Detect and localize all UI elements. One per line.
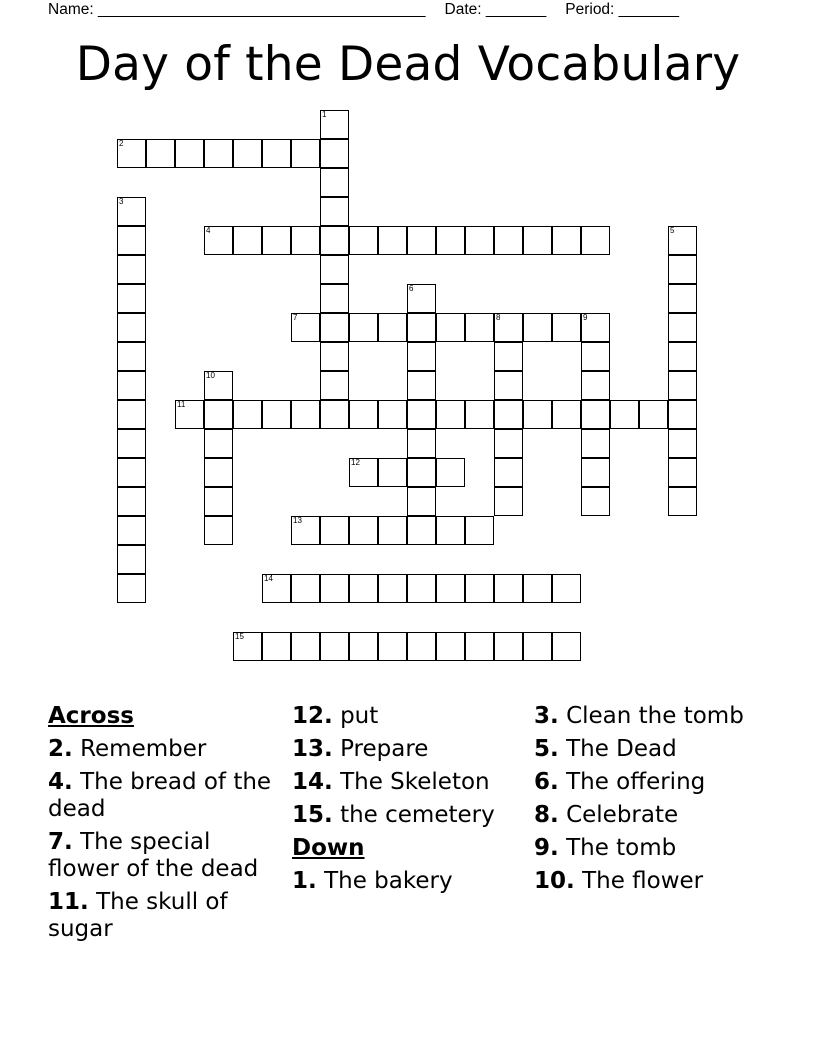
clue-text: The offering <box>566 769 706 795</box>
crossword-cell[interactable] <box>668 255 697 284</box>
clue-number: 11. <box>48 889 89 915</box>
crossword-cell[interactable] <box>494 342 523 371</box>
crossword-cell[interactable] <box>320 313 349 342</box>
clue-item <box>48 889 288 943</box>
crossword-cell[interactable] <box>291 574 320 603</box>
crossword-cell[interactable] <box>320 110 349 139</box>
clue-item <box>292 769 528 796</box>
crossword-cell[interactable] <box>552 313 581 342</box>
crossword-cell[interactable] <box>233 226 262 255</box>
crossword-cell[interactable] <box>407 574 436 603</box>
crossword-cell[interactable] <box>407 429 436 458</box>
cell-number: 12 <box>351 458 360 467</box>
clue-text: The skull of sugar <box>48 889 228 942</box>
crossword-cell[interactable] <box>523 574 552 603</box>
clue-number: 10. <box>534 868 575 894</box>
crossword-cell[interactable] <box>117 313 146 342</box>
crossword-cell[interactable] <box>320 574 349 603</box>
clue-number: 6. <box>534 769 559 795</box>
crossword-cell[interactable] <box>436 313 465 342</box>
crossword-cell[interactable] <box>407 458 436 487</box>
crossword-cell[interactable] <box>349 458 378 487</box>
crossword-cell[interactable] <box>552 400 581 429</box>
cell-number: 8 <box>496 313 501 322</box>
crossword-cell[interactable] <box>117 400 146 429</box>
clue-item <box>48 829 288 883</box>
crossword-cell[interactable] <box>204 371 233 400</box>
crossword-cell[interactable] <box>494 371 523 400</box>
cell-number: 7 <box>293 313 298 322</box>
clue-number: 3. <box>534 703 559 729</box>
crossword-cell[interactable] <box>581 371 610 400</box>
crossword-cell[interactable] <box>349 516 378 545</box>
crossword-cell[interactable] <box>668 400 697 429</box>
crossword-cell[interactable] <box>668 226 697 255</box>
crossword-cell[interactable] <box>465 226 494 255</box>
clue-item <box>534 703 784 730</box>
crossword-cell[interactable] <box>407 342 436 371</box>
crossword-cell[interactable] <box>262 632 291 661</box>
crossword-cell[interactable] <box>494 313 523 342</box>
clue-number: 4. <box>48 769 73 795</box>
date-field-label[interactable]: Date: _______ <box>444 1 547 18</box>
crossword-cell[interactable] <box>262 574 291 603</box>
clue-number: 8. <box>534 802 559 828</box>
crossword-cell[interactable] <box>291 400 320 429</box>
crossword-cell[interactable] <box>233 400 262 429</box>
crossword-cell[interactable] <box>175 400 204 429</box>
crossword-cell[interactable] <box>117 342 146 371</box>
crossword-cell[interactable] <box>204 400 233 429</box>
crossword-cell[interactable] <box>378 313 407 342</box>
crossword-cell[interactable] <box>320 255 349 284</box>
clue-text: The tomb <box>566 835 677 861</box>
clue-item <box>534 835 784 862</box>
clue-item <box>534 802 784 829</box>
crossword-cell[interactable] <box>436 400 465 429</box>
crossword-cell[interactable] <box>407 371 436 400</box>
clue-number: 15. <box>292 802 333 828</box>
crossword-cell[interactable] <box>291 139 320 168</box>
crossword-cell[interactable] <box>523 313 552 342</box>
crossword-cell[interactable] <box>610 400 639 429</box>
clue-item <box>292 802 528 829</box>
crossword-cell[interactable] <box>407 226 436 255</box>
crossword-cell[interactable] <box>436 516 465 545</box>
clue-number: 14. <box>292 769 333 795</box>
crossword-cell[interactable] <box>494 429 523 458</box>
crossword-cell[interactable] <box>494 400 523 429</box>
crossword-cell[interactable] <box>117 255 146 284</box>
crossword-cell[interactable] <box>117 458 146 487</box>
clue-item <box>292 868 528 895</box>
crossword-cell[interactable] <box>349 632 378 661</box>
crossword-cell[interactable] <box>320 284 349 313</box>
cell-number: 9 <box>583 313 588 322</box>
crossword-cell[interactable] <box>581 400 610 429</box>
crossword-cell[interactable] <box>204 139 233 168</box>
crossword-cell[interactable] <box>320 371 349 400</box>
crossword-cell[interactable] <box>291 632 320 661</box>
cell-number: 2 <box>119 139 124 148</box>
clue-number: 1. <box>292 868 317 894</box>
crossword-cell[interactable] <box>262 400 291 429</box>
crossword-cell[interactable] <box>320 197 349 226</box>
crossword-cell[interactable] <box>552 226 581 255</box>
crossword-cell[interactable] <box>494 226 523 255</box>
crossword-cell[interactable] <box>407 313 436 342</box>
crossword-cell[interactable] <box>117 371 146 400</box>
crossword-cell[interactable] <box>320 342 349 371</box>
clue-column-2 <box>292 703 528 901</box>
crossword-cell[interactable] <box>523 226 552 255</box>
crossword-cell[interactable] <box>436 458 465 487</box>
crossword-cell[interactable] <box>378 226 407 255</box>
crossword-cell[interactable] <box>117 487 146 516</box>
crossword-cell[interactable] <box>378 400 407 429</box>
clue-text: The flower <box>582 868 704 894</box>
clue-text: Clean the tomb <box>566 703 744 729</box>
crossword-cell[interactable] <box>233 139 262 168</box>
crossword-cell[interactable] <box>581 487 610 516</box>
crossword-cell[interactable] <box>291 313 320 342</box>
cell-number: 5 <box>670 226 675 235</box>
crossword-cell[interactable] <box>349 313 378 342</box>
crossword-cell[interactable] <box>204 487 233 516</box>
crossword-cell[interactable] <box>117 429 146 458</box>
crossword-cell[interactable] <box>668 371 697 400</box>
clue-item <box>48 769 288 823</box>
clue-text: The bakery <box>324 868 453 894</box>
clue-number: 9. <box>534 835 559 861</box>
crossword-cell[interactable] <box>668 429 697 458</box>
cell-number: 11 <box>177 400 186 409</box>
clue-item <box>48 736 288 763</box>
crossword-cell[interactable] <box>349 226 378 255</box>
crossword-cell[interactable] <box>320 226 349 255</box>
crossword-cell[interactable] <box>320 168 349 197</box>
crossword-cell[interactable] <box>378 458 407 487</box>
cell-number: 3 <box>119 197 124 206</box>
cell-number: 13 <box>293 516 302 525</box>
crossword-cell[interactable] <box>581 429 610 458</box>
cell-number: 4 <box>206 226 211 235</box>
clue-text: Celebrate <box>566 802 679 828</box>
crossword-cell[interactable] <box>465 313 494 342</box>
crossword-cell[interactable] <box>291 226 320 255</box>
crossword-cell[interactable] <box>320 139 349 168</box>
clue-number: 12. <box>292 703 333 729</box>
crossword-cell[interactable] <box>262 226 291 255</box>
crossword-cell[interactable] <box>175 139 204 168</box>
crossword-cell[interactable] <box>204 429 233 458</box>
down-heading: Down <box>292 835 365 861</box>
clue-text: Remember <box>80 736 207 762</box>
crossword-cell[interactable] <box>117 139 146 168</box>
clue-number: 2. <box>48 736 73 762</box>
crossword-cell[interactable] <box>233 632 262 661</box>
crossword-cell[interactable] <box>204 516 233 545</box>
crossword-cell[interactable] <box>204 458 233 487</box>
crossword-cell[interactable] <box>668 313 697 342</box>
crossword-cell[interactable] <box>494 574 523 603</box>
crossword-cell[interactable] <box>668 284 697 313</box>
crossword-cell[interactable] <box>465 400 494 429</box>
crossword-cell[interactable] <box>262 139 291 168</box>
crossword-cell[interactable] <box>117 226 146 255</box>
crossword-cell[interactable] <box>436 574 465 603</box>
crossword-cell[interactable] <box>407 516 436 545</box>
crossword-cell[interactable] <box>668 342 697 371</box>
crossword-cell[interactable] <box>581 342 610 371</box>
clue-column-3 <box>534 703 784 901</box>
clue-text: The bread of the dead <box>48 769 272 822</box>
clue-text: put <box>340 703 379 729</box>
clue-text: the cemetery <box>340 802 495 828</box>
crossword-cell[interactable] <box>320 632 349 661</box>
puzzle-title: Day of the Dead Vocabulary <box>75 37 741 92</box>
cell-number: 15 <box>235 632 244 641</box>
crossword-cell[interactable] <box>552 632 581 661</box>
crossword-cell[interactable] <box>117 197 146 226</box>
crossword-cell[interactable] <box>523 400 552 429</box>
clue-item <box>534 736 784 763</box>
clue-number: 7. <box>48 829 73 855</box>
clue-number: 13. <box>292 736 333 762</box>
crossword-cell[interactable] <box>204 226 233 255</box>
crossword-cell[interactable] <box>494 458 523 487</box>
crossword-cell[interactable] <box>465 632 494 661</box>
crossword-cell[interactable] <box>117 574 146 603</box>
period-field-label[interactable]: Period: _______ <box>565 1 680 18</box>
crossword-cell[interactable] <box>378 632 407 661</box>
crossword-cell[interactable] <box>494 487 523 516</box>
cell-number: 14 <box>264 574 273 583</box>
clue-number: 5. <box>534 736 559 762</box>
crossword-cell[interactable] <box>465 574 494 603</box>
crossword-cell[interactable] <box>436 632 465 661</box>
cell-number: 10 <box>206 371 215 380</box>
crossword-cell[interactable] <box>378 574 407 603</box>
crossword-cell[interactable] <box>378 516 407 545</box>
crossword-cell[interactable] <box>407 284 436 313</box>
crossword-cell[interactable] <box>494 632 523 661</box>
clue-item <box>534 868 784 895</box>
crossword-cell[interactable] <box>117 284 146 313</box>
clue-text: The special flower of the dead <box>48 829 259 882</box>
crossword-cell[interactable] <box>320 400 349 429</box>
crossword-cell[interactable] <box>523 632 552 661</box>
crossword-cell[interactable] <box>465 516 494 545</box>
crossword-cell[interactable] <box>552 574 581 603</box>
clue-text: The Skeleton <box>340 769 490 795</box>
across-heading: Across <box>48 703 134 729</box>
crossword-cell[interactable] <box>320 516 349 545</box>
clue-column-1 <box>48 703 288 949</box>
name-field-label[interactable]: Name: ______________________________________ <box>48 1 426 18</box>
crossword-cell[interactable] <box>291 516 320 545</box>
crossword-cell[interactable] <box>349 400 378 429</box>
clue-text: Prepare <box>340 736 429 762</box>
crossword-cell[interactable] <box>146 139 175 168</box>
crossword-cell[interactable] <box>117 545 146 574</box>
crossword-cell[interactable] <box>349 574 378 603</box>
crossword-cell[interactable] <box>436 226 465 255</box>
crossword-cell[interactable] <box>668 458 697 487</box>
clue-item <box>292 736 528 763</box>
clue-item <box>292 703 528 730</box>
clue-item <box>534 769 784 796</box>
cell-number: 6 <box>409 284 414 293</box>
crossword-cell[interactable] <box>581 226 610 255</box>
crossword-cell[interactable] <box>581 458 610 487</box>
crossword-cell[interactable] <box>407 632 436 661</box>
crossword-cell[interactable] <box>639 400 668 429</box>
crossword-cell[interactable] <box>668 487 697 516</box>
crossword-cell[interactable] <box>117 516 146 545</box>
clue-text: The Dead <box>566 736 677 762</box>
crossword-cell[interactable] <box>407 400 436 429</box>
crossword-cell[interactable] <box>581 313 610 342</box>
crossword-cell[interactable] <box>407 487 436 516</box>
cell-number: 1 <box>322 110 327 119</box>
